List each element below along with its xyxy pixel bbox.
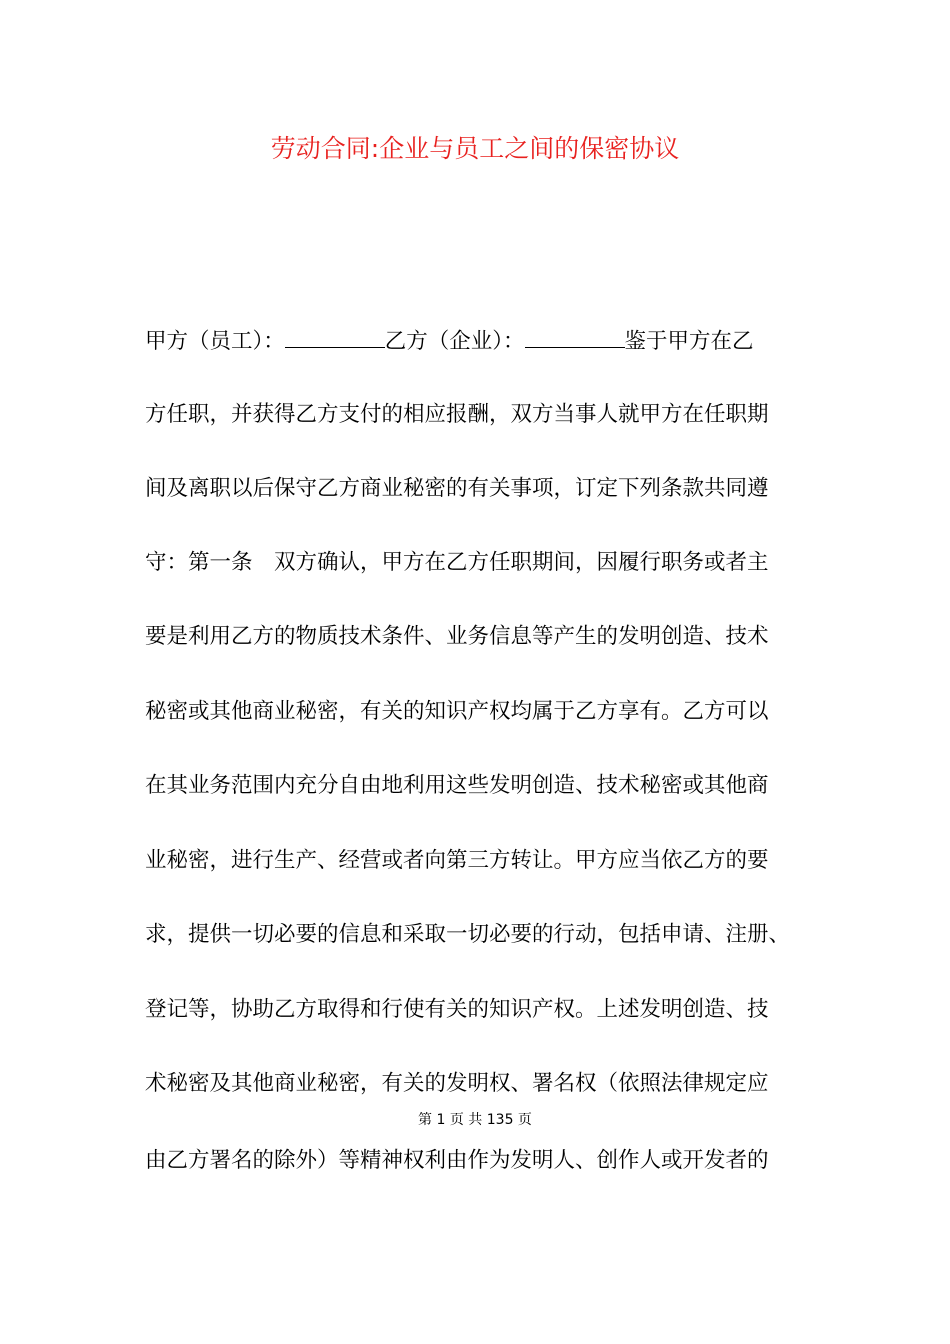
body-line-6: 秘密或其他商业秘密，有关的知识产权均属于乙方享有。乙方可以 xyxy=(145,699,769,724)
body-line-12: 由乙方署名的除外）等精神权利由作为发明人、创作人或开发者的 xyxy=(145,1148,769,1173)
body-line-2: 方任职，并获得乙方支付的相应报酬，双方当事人就甲方在任职期 xyxy=(145,402,769,427)
party-b-label: 乙方（企业）： xyxy=(384,329,525,354)
party-a-label: 甲方（员工）： xyxy=(145,329,285,354)
body-line-1 xyxy=(145,325,754,357)
body-line-4: 守：第一条 双方确认，甲方在乙方任职期间，因履行职务或者主 xyxy=(145,550,769,575)
party-b-blank xyxy=(525,325,625,348)
body-line-8: 业秘密，进行生产、经营或者向第三方转让。甲方应当依乙方的要 xyxy=(145,848,769,873)
body-line-11: 术秘密及其他商业秘密，有关的发明权、署名权（依照法律规定应 xyxy=(145,1071,769,1096)
document-title: 劳动合同:企业与员工之间的保密协议 xyxy=(270,134,680,163)
body-line-7: 在其业务范围内充分自由地利用这些发明创造、技术秘密或其他商 xyxy=(145,773,769,798)
page-number-footer: 第 1 页 共 135 页 xyxy=(418,1112,532,1128)
line1-tail: 鉴于甲方在乙 xyxy=(624,329,754,354)
body-line-3: 间及离职以后保守乙方商业秘密的有关事项，订定下列条款共同遵 xyxy=(145,476,769,501)
party-a-blank xyxy=(285,325,385,348)
body-line-10: 登记等，协助乙方取得和行使有关的知识产权。上述发明创造、技 xyxy=(145,997,769,1022)
body-line-5: 要是利用乙方的物质技术条件、业务信息等产生的发明创造、技术 xyxy=(145,624,769,649)
body-line-9: 求，提供一切必要的信息和采取一切必要的行动，包括申请、注册、 xyxy=(145,922,791,947)
